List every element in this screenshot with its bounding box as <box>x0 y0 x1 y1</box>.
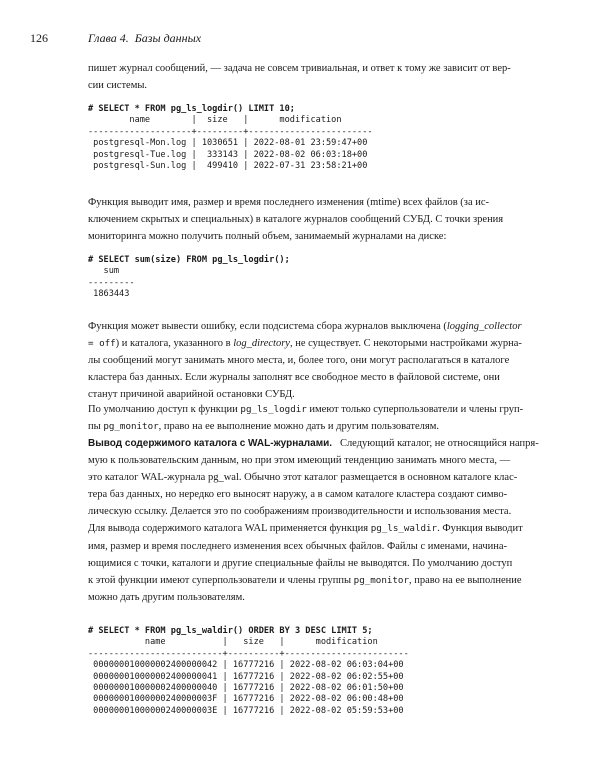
code-inline: pg_ls_waldir <box>370 523 438 535</box>
paragraph-access <box>88 401 552 435</box>
chapter-title: Глава 4. Базы данных <box>88 31 202 45</box>
code-row: 000000010000002400000040 | 16777216 | 2022-08-02 06:01:50+00 <box>88 683 404 694</box>
code-inline: pg_ls_logdir <box>240 404 307 415</box>
text-line: станут причиной аварийной остановки СУБД. <box>88 389 295 401</box>
text-line: к этой функции имеют суперпользователи и члены группы pg_monitor, право на ее выполнение <box>88 574 522 586</box>
text-line: пишет журнал сообщений, — задача не совсем тривиальная, и ответ к тому же зависит от вер- <box>88 63 511 74</box>
text-line: Для вывода содержимого каталога WAL применяется функция pg_ls_waldir. Функция выводит <box>88 523 523 535</box>
text-line: лы сообщений могут занимать много места, и, более того, они могут располагаться в каталоге <box>88 355 510 367</box>
text-line: сии системы. <box>88 80 148 92</box>
text-line: тера баз данных, но нередко его выносят наружу, а в самом каталоге кластера создают симво- <box>88 489 508 501</box>
text-line: лическую ссылку. Делается это по соображениям производительности и использования места. <box>88 506 512 518</box>
paragraph-function-desc <box>88 194 552 245</box>
page-number: 126 <box>30 31 48 45</box>
code-rule: --------------------------+----------+------------------------ <box>88 648 409 659</box>
intro-paragraph <box>88 60 552 94</box>
text-line: можно дать другим пользователям. <box>88 591 245 603</box>
text-line: ющимися с точки, каталоги и другие специальные файлы не выводятся. По умолчанию доступ <box>88 557 513 569</box>
code-rule: --------------------+---------+------------------------ <box>88 126 373 137</box>
text-line: ключением скрытых и специальных) в каталоге журналов сообщений СУБД. С точки зрения <box>88 214 504 226</box>
text-line: кластера баз данных. Если журналы заполнят все свободное место в файловой системе, они <box>88 372 500 384</box>
code-row: 1863443 <box>88 289 130 300</box>
paragraph-error-note <box>88 318 552 403</box>
code-row: 00000001000000240000003E | 16777216 | 2022-08-02 05:59:53+00 <box>88 705 404 716</box>
code-header: name | size | modification <box>88 637 378 648</box>
code-inline: = off <box>88 338 116 350</box>
text-line: мониторинга можно получить полный объем, занимаемый журналами на диске: <box>88 231 447 243</box>
code-inline: pg_monitor <box>103 421 159 433</box>
code-row: postgresql-Sun.log | 499410 | 2022-07-31 23:58:21+00 <box>88 161 368 172</box>
text-line: Вывод содержимого каталога с WAL-журналами. Следующий каталог, не относящийся напря- <box>88 438 539 449</box>
code-block-sum <box>88 255 290 301</box>
code-row: 000000010000002400000041 | 16777216 | 2022-08-02 06:02:55+00 <box>88 671 404 682</box>
code-block-waldir <box>88 626 409 717</box>
code-row: postgresql-Tue.log | 333143 | 2022-08-02 06:03:18+00 <box>88 149 368 160</box>
text-line: Функция выводит имя, размер и время последнего изменения (mtime) всех файлов (за ис- <box>88 197 490 208</box>
code-row: 00000001000000240000003F | 16777216 | 2022-08-02 06:00:48+00 <box>88 694 404 705</box>
text-line: пы pg_monitor, право на ее выполнение можно дать и другим пользователям. <box>88 421 439 433</box>
code-command: # SELECT * FROM pg_ls_waldir() ORDER BY 3 DESC LIMIT 5; <box>88 626 373 636</box>
param-name: log_directory <box>233 338 290 350</box>
code-command: # SELECT * FROM pg_ls_logdir() LIMIT 10; <box>88 104 295 114</box>
code-block-logdir <box>88 104 373 172</box>
code-inline: pg_monitor <box>353 574 409 586</box>
code-row: 000000010000002400000042 | 16777216 | 2022-08-02 06:03:04+00 <box>88 660 404 671</box>
text-line: По умолчанию доступ к функции pg_ls_logdir имеют только суперпользователи и члены груп- <box>88 404 524 415</box>
text-line: Функция может вывести ошибку, если подсистема сбора журналов выключена (logging_collector <box>88 321 522 332</box>
code-header: sum <box>88 266 120 277</box>
param-name: logging_collector <box>446 321 522 332</box>
code-command: # SELECT sum(size) FROM pg_ls_logdir(); <box>88 255 290 265</box>
text-line: имя, размер и время последнего изменения всех обычных файлов. Файлы с именами, начина- <box>88 540 508 552</box>
code-header: name | size | modification <box>88 115 342 126</box>
text-line: это каталог WAL-журнала pg_wal. Обычно этот каталог размещается в основном каталоге клас- <box>88 472 518 484</box>
paragraph-wal-dir <box>88 435 552 606</box>
code-rule: --------- <box>88 277 135 288</box>
code-row: postgresql-Mon.log | 1030651 | 2022-08-01 23:59:47+00 <box>88 138 368 149</box>
text-line: мую к пользовательским данным, но при этом имеющий тенденцию занимать много места, — <box>88 455 511 467</box>
text-line: = off) и каталога, указанного в log_directory, не существует. С некоторыми настройками журна- <box>88 338 522 350</box>
section-heading: Вывод содержимого каталога с WAL-журналами. <box>88 438 333 449</box>
running-header <box>30 31 570 47</box>
